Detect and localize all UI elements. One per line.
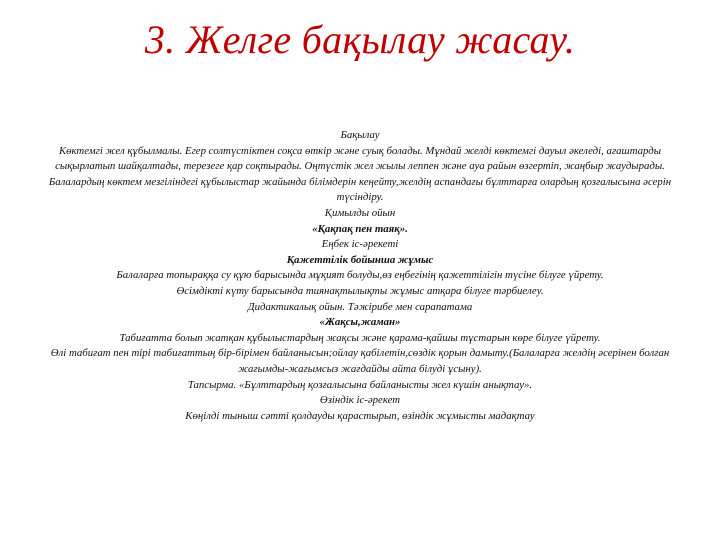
labor-activity-heading: Еңбек іс-әрекеті (321, 238, 399, 251)
labor-goal-2: Өсімдікті күту барысында тиянақтылықты жұмыс атқара білуге тәрбиелеу. (176, 284, 544, 297)
labor-need-heading: Қажеттілік бойынша жұмыс (286, 253, 434, 266)
didactic-game-heading: Дидактикалық ойын. Тәжірибе мен сарапатама (247, 300, 473, 313)
movement-game-heading: Қимылды ойын (324, 206, 396, 219)
didactic-game-name: «Жақсы,жаман» (319, 316, 401, 329)
didactic-goal-2: Өлі табиғат пен тірі табиғаттың бір-бірімен байланысын;ойлау қабілетін,сөздік қорын дамыту.(Балаларға желдің әсерінен болған жағымды-жағымсыз жағдайды айта білуді ұсыну). (50, 347, 670, 375)
slide-title: 3. Желге бақылау жасау. (144, 17, 576, 62)
independent-activity-heading: Өзіндік іс-әрекет (319, 394, 401, 407)
independent-activity-text: Көңілді тыныш сәтті қолдауды қарастырып, өзіндік жұмысты мадақтау (185, 409, 535, 422)
task-text: Тапсырма. «Бұлттардың қозғалысына байланысты жел күшін анықтау». (187, 378, 533, 391)
didactic-goal-1: Табиғатта болып жатқан құбылыстардың жақсы және қарама-қайшы тұстарын көре білуге үйрету. (119, 331, 601, 344)
observation-text: Көктемгі жел құбылмалы. Егер солтүстіктен соқса өткір және суық болады. Мұндай желді көктемгі дауыл әкеледі, ағаштарды сықырлатып шайқалтады, терезеге қар соқтырады. Оңтүстік жел жылы леппен және ауа райын өзгертіп, жаңбыр жаудырады. Балалардың көктем мезгіліндегі құбылыстар жайында білімдерін кеңейту,желдің аспандағы бұлттарға олардың қозғалысына әсерін түсіндіру. (48, 144, 672, 204)
labor-goal-1: Балаларға топыраққа су құю барысында мұқият болуды,өз еңбегінің қажеттілігін түсіне білуге үйрету. (116, 269, 604, 282)
observation-heading: Бақылау (340, 129, 380, 141)
slide-body (40, 128, 680, 424)
movement-game-name: «Қақпақ пен таяқ». (312, 222, 408, 235)
